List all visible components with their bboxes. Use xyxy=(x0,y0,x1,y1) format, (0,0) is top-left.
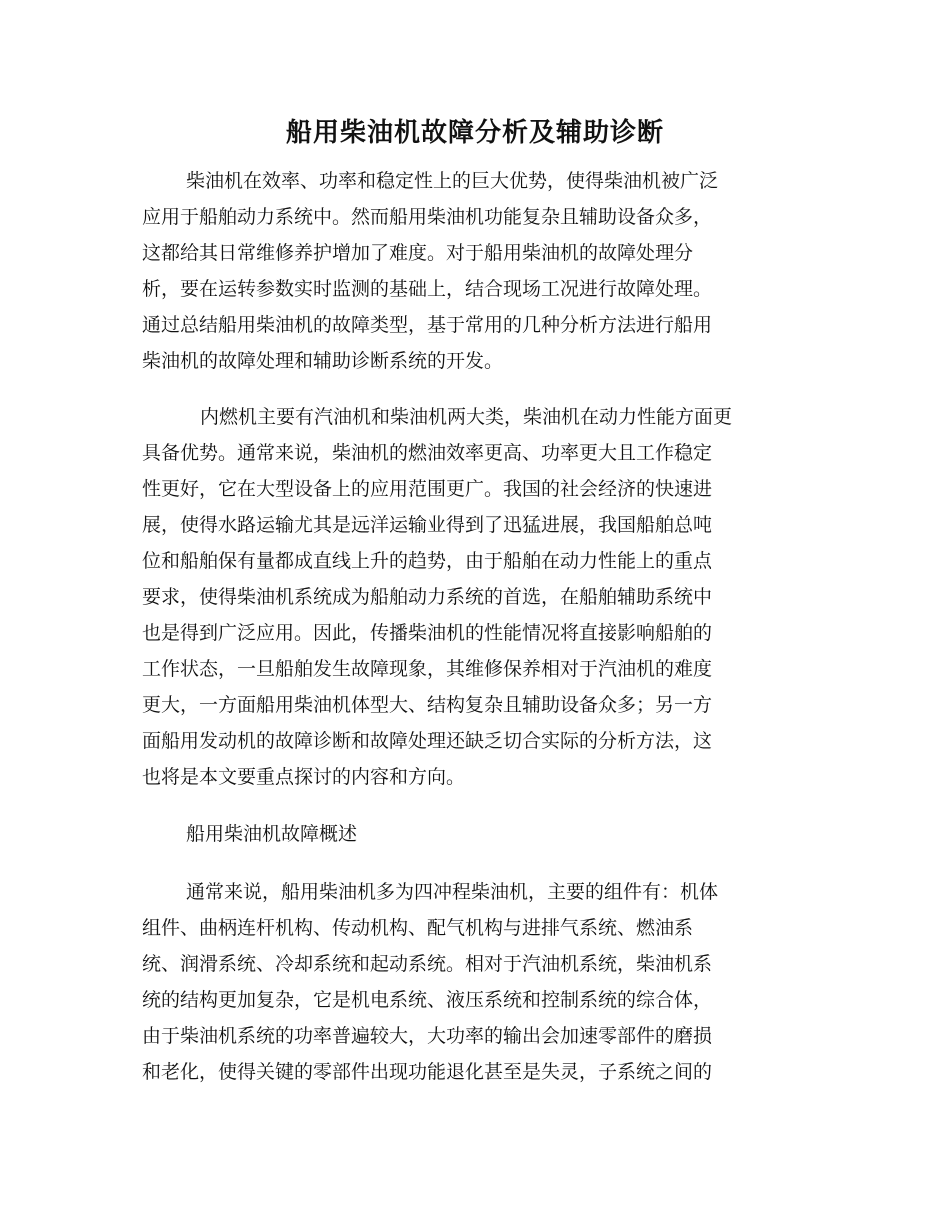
document-title: 船用柴油机故障分析及辅助诊断 xyxy=(285,118,664,148)
paragraph-2-line-4: 展，使得水路运输尤其是远洋运输业得到了迅猛进展，我国船舶总吨 xyxy=(142,514,713,536)
section-heading: 船用柴油机故障概述 xyxy=(186,823,358,845)
paragraph-1-line-5: 通过总结船用柴油机的故障类型，基于常用的几种分析方法进行船用 xyxy=(142,314,713,336)
paragraph-2-line-9: 更大，一方面船用柴油机体型大、结构复杂且辅助设备众多；另一方 xyxy=(142,694,713,716)
paragraph-1-line-2: 应用于船舶动力系统中。然而船用柴油机功能复杂且辅助设备众多， xyxy=(142,206,713,228)
paragraph-2-line-7: 也是得到广泛应用。因此，传播柴油机的性能情况将直接影响船舶的 xyxy=(142,622,713,644)
paragraph-2-line-1: 内燃机主要有汽油机和柴油机两大类，柴油机在动力性能方面更 xyxy=(200,406,733,428)
paragraph-1-line-6: 柴油机的故障处理和辅助诊断系统的开发。 xyxy=(142,350,504,372)
paragraph-3-line-3: 统、润滑系统、冷却系统和起动系统。相对于汽油机系统，柴油机系 xyxy=(142,953,713,975)
paragraph-2-line-11: 也将是本文要重点探讨的内容和方向。 xyxy=(142,766,466,788)
paragraph-1-line-1: 柴油机在效率、功率和稳定性上的巨大优势，使得柴油机被广泛 xyxy=(186,170,719,192)
paragraph-3-line-6: 和老化，使得关键的零部件出现功能退化甚至是失灵，子系统之间的 xyxy=(142,1061,713,1083)
paragraph-2-line-2: 具备优势。通常来说，柴油机的燃油效率更高、功率更大且工作稳定 xyxy=(142,442,713,464)
paragraph-2-line-6: 要求，使得柴油机系统成为船舶动力系统的首选，在船舶辅助系统中 xyxy=(142,586,713,608)
paragraph-3-line-1: 通常来说，船用柴油机多为四冲程柴油机，主要的组件有：机体 xyxy=(186,881,719,903)
paragraph-1-line-3: 这都给其日常维修养护增加了难度。对于船用柴油机的故障处理分 xyxy=(142,242,694,264)
paragraph-2-line-3: 性更好，它在大型设备上的应用范围更广。我国的社会经济的快速进 xyxy=(142,478,713,500)
paragraph-2-line-5: 位和船舶保有量都成直线上升的趋势，由于船舶在动力性能上的重点 xyxy=(142,550,713,572)
paragraph-2-line-8: 工作状态，一旦船舶发生故障现象，其维修保养相对于汽油机的难度 xyxy=(142,658,713,680)
paragraph-1-line-4: 析，要在运转参数实时监测的基础上，结合现场工况进行故障处理。 xyxy=(142,278,713,300)
paragraph-2-line-10: 面船用发动机的故障诊断和故障处理还缺乏切合实际的分析方法，这 xyxy=(142,730,713,752)
paragraph-3-line-5: 由于柴油机系统的功率普遍较大，大功率的输出会加速零部件的磨损 xyxy=(142,1025,713,1047)
paragraph-3-line-2: 组件、曲柄连杆机构、传动机构、配气机构与进排气系统、燃油系 xyxy=(142,917,694,939)
paragraph-3-line-4: 统的结构更加复杂，它是机电系统、液压系统和控制系统的综合体， xyxy=(142,989,713,1011)
